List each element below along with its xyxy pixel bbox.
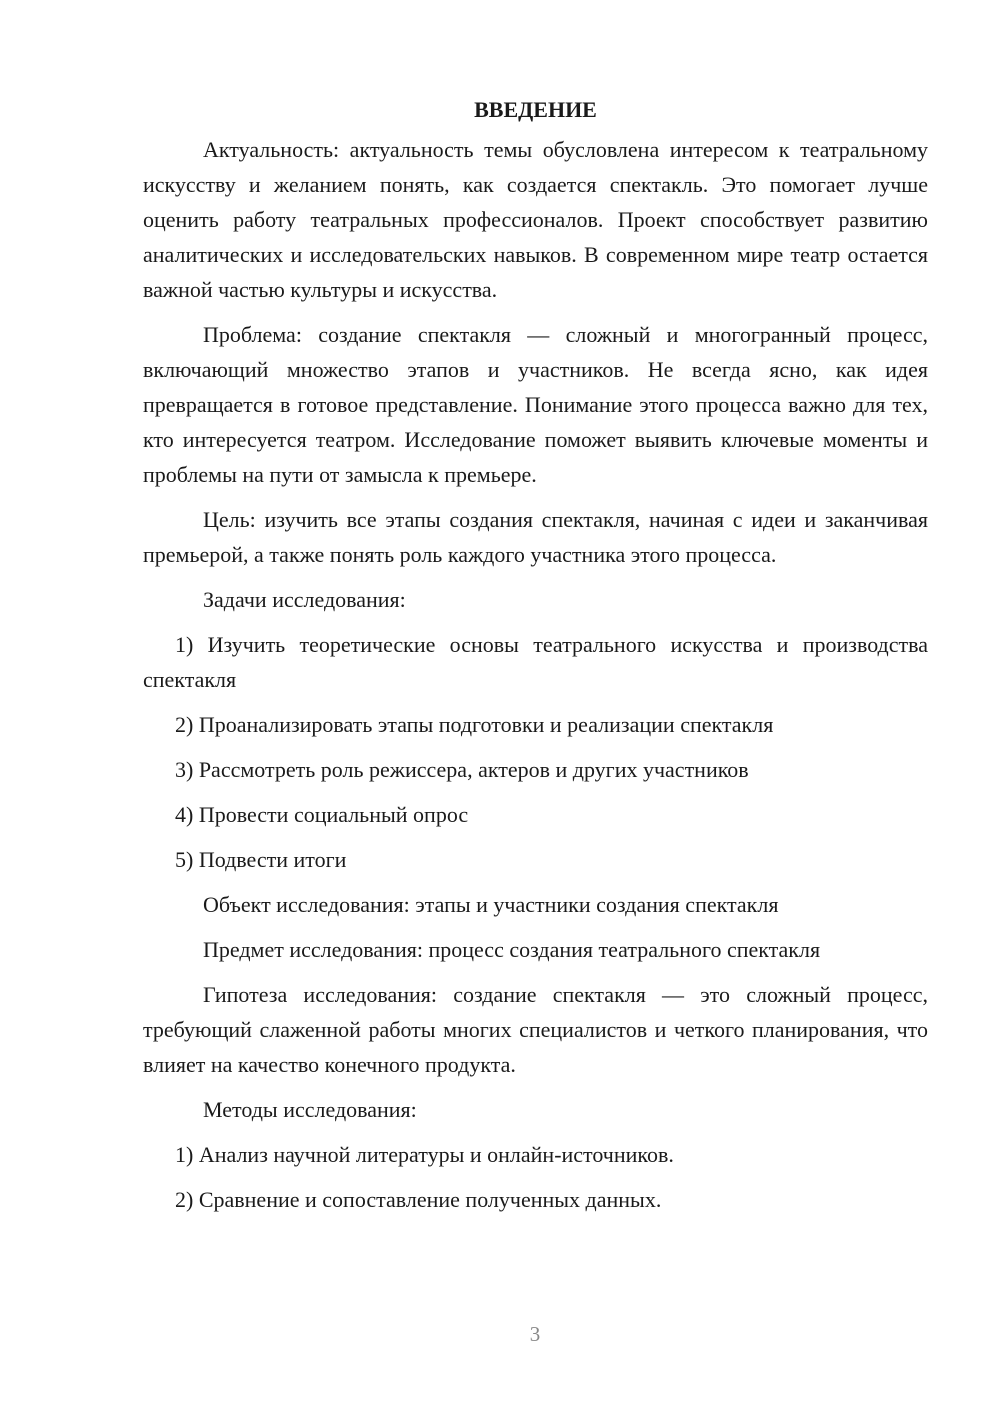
tasks-heading: Задачи исследования: xyxy=(203,587,406,612)
goal-paragraph: Цель: изучить все этапы создания спектакля, начиная с идеи и заканчивая премьерой, а также понять роль каждого участника этого процесса. xyxy=(143,507,928,567)
document-body xyxy=(143,94,928,1227)
relevance-paragraph: Актуальность: актуальность темы обусловлена интересом к театральному искусству и желанием понять, как создается спектакль. Это помогает лучше оценить работу театральных профессионалов. Проект способствует развитию аналитических и исследовательских навыков. В современном мире театр остается важной частью культуры и искусства. xyxy=(143,137,928,302)
object-line: Объект исследования: этапы и участники создания спектакля xyxy=(203,892,779,917)
hypothesis-paragraph: Гипотеза исследования: создание спектакля — это сложный процесс, требующий слаженной работы многих специалистов и четкого планирования, что влияет на качество конечного продукта. xyxy=(143,982,928,1077)
section-title: ВВЕДЕНИЕ xyxy=(474,97,597,122)
method-item-1: 1) Анализ научной литературы и онлайн-источников. xyxy=(175,1142,674,1167)
method-item-2: 2) Сравнение и сопоставление полученных данных. xyxy=(175,1187,662,1212)
subject-line: Предмет исследования: процесс создания театрального спектакля xyxy=(203,937,821,962)
task-item-2: 2) Проанализировать этапы подготовки и реализации спектакля xyxy=(175,712,774,737)
task-item-5: 5) Подвести итоги xyxy=(175,847,347,872)
page-number: 3 xyxy=(529,1322,541,1346)
task-item-1: 1) Изучить теоретические основы театрального искусства и производства спектакля xyxy=(143,632,928,692)
task-item-3: 3) Рассмотреть роль режиссера, актеров и других участников xyxy=(175,757,749,782)
methods-heading: Методы исследования: xyxy=(203,1097,417,1122)
problem-paragraph: Проблема: создание спектакля — сложный и многогранный процесс, включающий множество этапов и участников. Не всегда ясно, как идея превращается в готовое представление. Понимание этого процесса важно для тех, кто интересуется театром. Исследование поможет выявить ключевые моменты и проблемы на пути от замысла к премьере. xyxy=(143,322,928,487)
task-item-4: 4) Провести социальный опрос xyxy=(175,802,469,827)
